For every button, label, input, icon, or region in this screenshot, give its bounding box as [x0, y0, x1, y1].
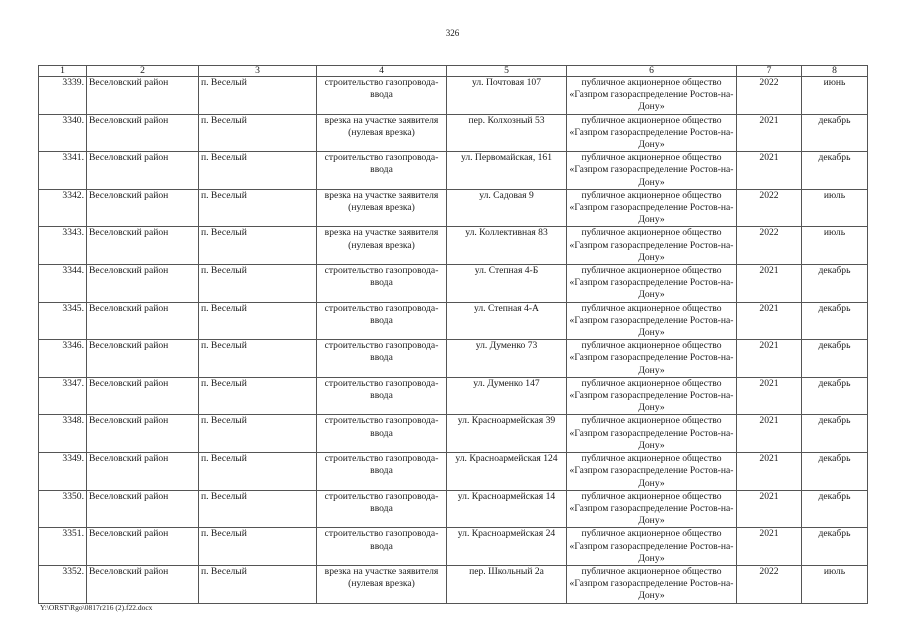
organization-cell: публичное акционерное общество «Газпром газораспределение Ростов-на-Дону» [567, 490, 737, 528]
address-cell: ул. Красноармейская 124 [447, 453, 567, 491]
year-cell: 2022 [737, 77, 802, 115]
row-number-cell: 3350. [39, 490, 87, 528]
column-number: 1 [39, 66, 87, 77]
district-cell: Веселовский район [87, 227, 199, 265]
district-cell: Веселовский район [87, 77, 199, 115]
work-type-cell: строительство газопровода-ввода [317, 77, 447, 115]
month-cell: июль [802, 227, 868, 265]
row-number-cell: 3348. [39, 415, 87, 453]
work-type-cell: врезка на участке заявителя (нулевая врезка) [317, 189, 447, 227]
month-cell: декабрь [802, 528, 868, 566]
district-cell: Веселовский район [87, 565, 199, 603]
year-cell: 2021 [737, 490, 802, 528]
gas-connection-table [38, 65, 868, 604]
table-row [39, 227, 868, 265]
district-cell: Веселовский район [87, 189, 199, 227]
year-cell: 2021 [737, 377, 802, 415]
settlement-cell: п. Веселый [199, 189, 317, 227]
year-cell: 2022 [737, 227, 802, 265]
table-row [39, 152, 868, 190]
work-type-cell: строительство газопровода-ввода [317, 302, 447, 340]
address-cell: ул. Почтовая 107 [447, 77, 567, 115]
organization-cell: публичное акционерное общество «Газпром газораспределение Ростов-на-Дону» [567, 528, 737, 566]
work-type-cell: строительство газопровода-ввода [317, 340, 447, 378]
year-cell: 2021 [737, 265, 802, 303]
address-cell: ул. Красноармейская 24 [447, 528, 567, 566]
address-cell: ул. Думенко 147 [447, 377, 567, 415]
table-row [39, 302, 868, 340]
district-cell: Веселовский район [87, 114, 199, 152]
month-cell: декабрь [802, 302, 868, 340]
organization-cell: публичное акционерное общество «Газпром газораспределение Ростов-на-Дону» [567, 415, 737, 453]
row-number-cell: 3349. [39, 453, 87, 491]
organization-cell: публичное акционерное общество «Газпром газораспределение Ростов-на-Дону» [567, 152, 737, 190]
page-number: 326 [445, 28, 460, 38]
column-number: 5 [447, 66, 567, 77]
district-cell: Веселовский район [87, 340, 199, 378]
work-type-cell: строительство газопровода-ввода [317, 528, 447, 566]
settlement-cell: п. Веселый [199, 265, 317, 303]
address-cell: пер. Колхозный 53 [447, 114, 567, 152]
settlement-cell: п. Веселый [199, 415, 317, 453]
year-cell: 2022 [737, 189, 802, 227]
column-number: 3 [199, 66, 317, 77]
district-cell: Веселовский район [87, 490, 199, 528]
column-number: 2 [87, 66, 199, 77]
table-row [39, 340, 868, 378]
year-cell: 2021 [737, 453, 802, 491]
work-type-cell: строительство газопровода-ввода [317, 377, 447, 415]
settlement-cell: п. Веселый [199, 340, 317, 378]
row-number-cell: 3345. [39, 302, 87, 340]
month-cell: декабрь [802, 265, 868, 303]
table-row [39, 77, 868, 115]
district-cell: Веселовский район [87, 302, 199, 340]
file-path-footer: Y:\ORST\Rgo\0817r216 (2).f22.docx [40, 603, 153, 612]
address-cell: ул. Красноармейская 39 [447, 415, 567, 453]
row-number-cell: 3340. [39, 114, 87, 152]
year-cell: 2021 [737, 415, 802, 453]
year-cell: 2021 [737, 114, 802, 152]
year-cell: 2021 [737, 528, 802, 566]
organization-cell: публичное акционерное общество «Газпром газораспределение Ростов-на-Дону» [567, 227, 737, 265]
table-row [39, 453, 868, 491]
table-row [39, 114, 868, 152]
address-cell: ул. Красноармейская 14 [447, 490, 567, 528]
district-cell: Веселовский район [87, 415, 199, 453]
address-cell: ул. Садовая 9 [447, 189, 567, 227]
table-row [39, 565, 868, 603]
table-row [39, 265, 868, 303]
work-type-cell: строительство газопровода-ввода [317, 490, 447, 528]
district-cell: Веселовский район [87, 265, 199, 303]
row-number-cell: 3339. [39, 77, 87, 115]
organization-cell: публичное акционерное общество «Газпром газораспределение Ростов-на-Дону» [567, 77, 737, 115]
organization-cell: публичное акционерное общество «Газпром газораспределение Ростов-на-Дону» [567, 114, 737, 152]
settlement-cell: п. Веселый [199, 77, 317, 115]
month-cell: декабрь [802, 415, 868, 453]
year-cell: 2021 [737, 152, 802, 190]
district-cell: Веселовский район [87, 377, 199, 415]
work-type-cell: врезка на участке заявителя (нулевая врезка) [317, 114, 447, 152]
organization-cell: публичное акционерное общество «Газпром газораспределение Ростов-на-Дону» [567, 453, 737, 491]
address-cell: ул. Думенко 73 [447, 340, 567, 378]
organization-cell: публичное акционерное общество «Газпром газораспределение Ростов-на-Дону» [567, 265, 737, 303]
settlement-cell: п. Веселый [199, 453, 317, 491]
address-cell: ул. Степная 4-А [447, 302, 567, 340]
settlement-cell: п. Веселый [199, 302, 317, 340]
month-cell: декабрь [802, 152, 868, 190]
address-cell: ул. Степная 4-Б [447, 265, 567, 303]
work-type-cell: строительство газопровода-ввода [317, 152, 447, 190]
work-type-cell: врезка на участке заявителя (нулевая врезка) [317, 565, 447, 603]
work-type-cell: строительство газопровода-ввода [317, 415, 447, 453]
row-number-cell: 3343. [39, 227, 87, 265]
month-cell: декабрь [802, 377, 868, 415]
column-number: 6 [567, 66, 737, 77]
work-type-cell: строительство газопровода-ввода [317, 453, 447, 491]
column-number: 7 [737, 66, 802, 77]
column-number: 8 [802, 66, 868, 77]
district-cell: Веселовский район [87, 528, 199, 566]
address-cell: пер. Школьный 2а [447, 565, 567, 603]
table-row [39, 189, 868, 227]
month-cell: декабрь [802, 340, 868, 378]
column-number: 4 [317, 66, 447, 77]
year-cell: 2021 [737, 340, 802, 378]
settlement-cell: п. Веселый [199, 565, 317, 603]
year-cell: 2022 [737, 565, 802, 603]
column-number-row [39, 66, 868, 77]
year-cell: 2021 [737, 302, 802, 340]
organization-cell: публичное акционерное общество «Газпром газораспределение Ростов-на-Дону» [567, 189, 737, 227]
row-number-cell: 3347. [39, 377, 87, 415]
work-type-cell: строительство газопровода-ввода [317, 265, 447, 303]
table-row [39, 415, 868, 453]
table-row [39, 377, 868, 415]
row-number-cell: 3351. [39, 528, 87, 566]
row-number-cell: 3342. [39, 189, 87, 227]
settlement-cell: п. Веселый [199, 490, 317, 528]
organization-cell: публичное акционерное общество «Газпром газораспределение Ростов-на-Дону» [567, 302, 737, 340]
address-cell: ул. Коллективная 83 [447, 227, 567, 265]
table-row [39, 528, 868, 566]
district-cell: Веселовский район [87, 453, 199, 491]
row-number-cell: 3352. [39, 565, 87, 603]
settlement-cell: п. Веселый [199, 152, 317, 190]
organization-cell: публичное акционерное общество «Газпром газораспределение Ростов-на-Дону» [567, 565, 737, 603]
district-cell: Веселовский район [87, 152, 199, 190]
organization-cell: публичное акционерное общество «Газпром газораспределение Ростов-на-Дону» [567, 377, 737, 415]
row-number-cell: 3341. [39, 152, 87, 190]
month-cell: июль [802, 565, 868, 603]
month-cell: декабрь [802, 114, 868, 152]
month-cell: июнь [802, 77, 868, 115]
address-cell: ул. Первомайская, 161 [447, 152, 567, 190]
organization-cell: публичное акционерное общество «Газпром газораспределение Ростов-на-Дону» [567, 340, 737, 378]
month-cell: июль [802, 189, 868, 227]
settlement-cell: п. Веселый [199, 528, 317, 566]
row-number-cell: 3346. [39, 340, 87, 378]
row-number-cell: 3344. [39, 265, 87, 303]
month-cell: декабрь [802, 453, 868, 491]
settlement-cell: п. Веселый [199, 377, 317, 415]
settlement-cell: п. Веселый [199, 227, 317, 265]
table-row [39, 490, 868, 528]
settlement-cell: п. Веселый [199, 114, 317, 152]
table-body [39, 66, 868, 604]
month-cell: декабрь [802, 490, 868, 528]
work-type-cell: врезка на участке заявителя (нулевая врезка) [317, 227, 447, 265]
